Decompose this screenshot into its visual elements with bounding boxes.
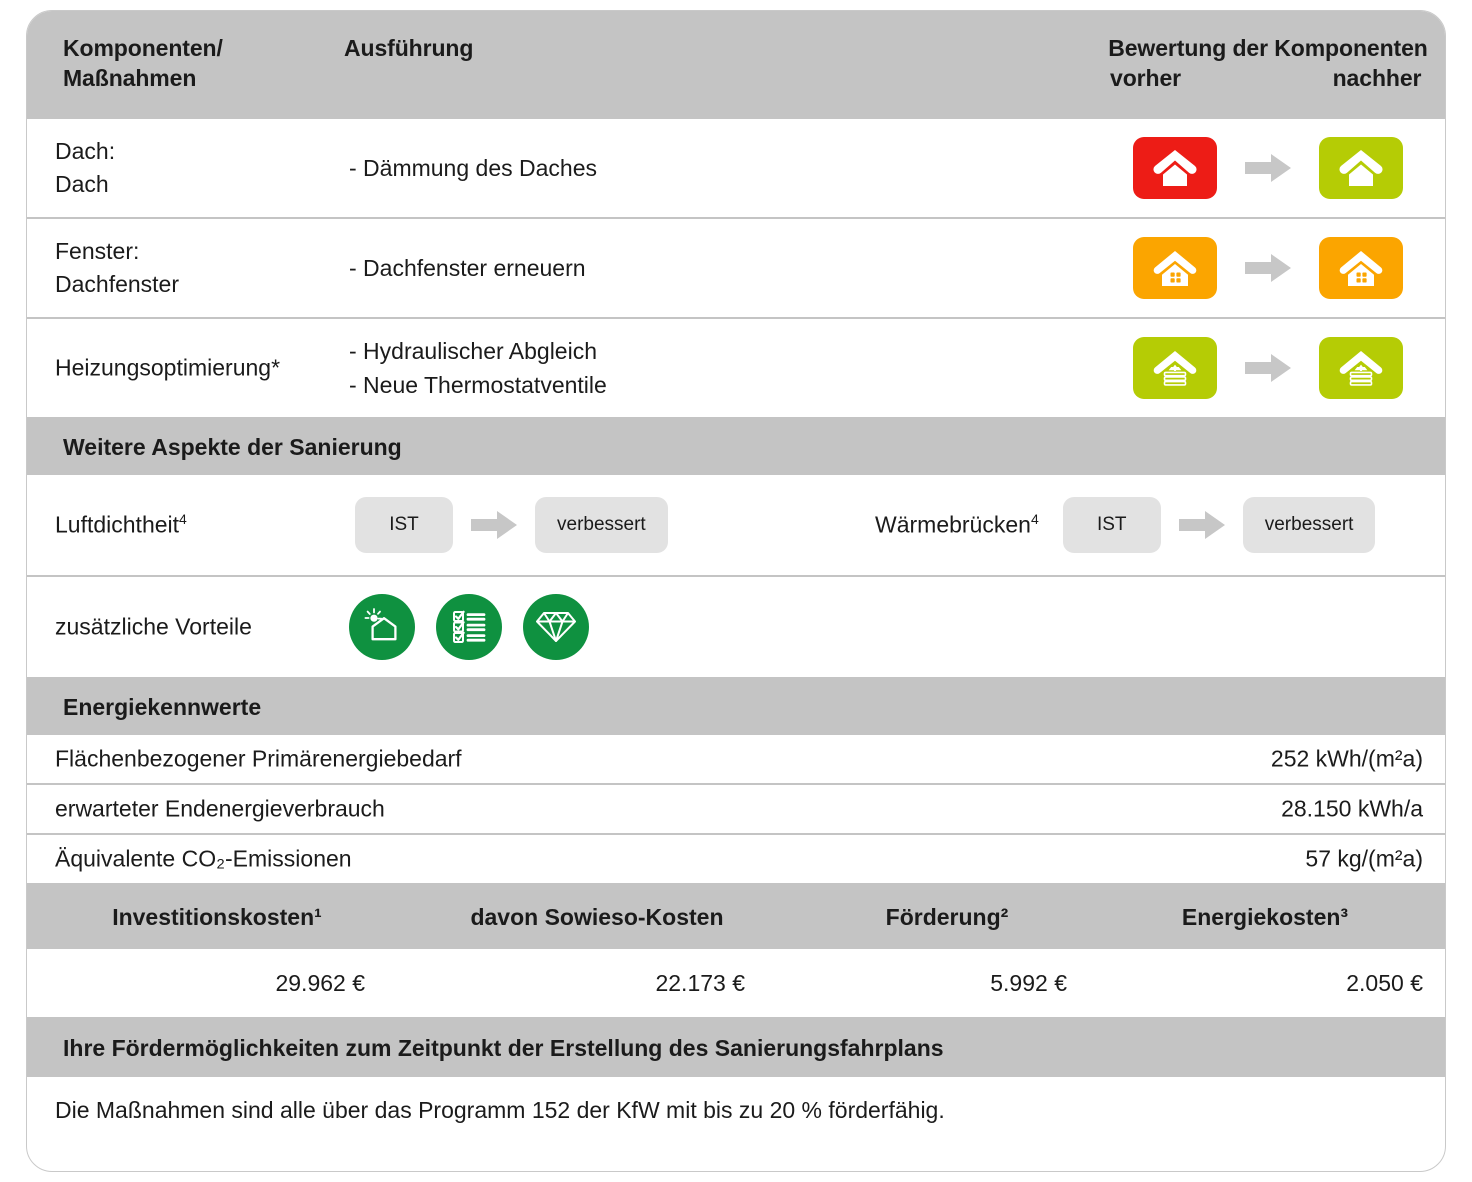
rating-window — [1073, 237, 1446, 299]
heating-icon — [1338, 347, 1384, 389]
measure-row-roof — [27, 119, 1445, 219]
window-house-icon — [1338, 247, 1384, 289]
rating-badge-before-roof — [1133, 137, 1217, 199]
section-bar-energy — [27, 679, 1445, 735]
header-before: vorher — [1110, 65, 1181, 91]
benefits-label: zusätzliche Vorteile — [55, 613, 252, 640]
cost-table-values — [27, 949, 1445, 1019]
aspect-label-text: Luftdichtheit — [55, 511, 180, 538]
energy-row-co2 — [27, 835, 1445, 885]
sun-house-icon — [362, 605, 402, 650]
aspects-row — [27, 475, 1445, 577]
arrow-right-icon — [471, 510, 517, 540]
header-components-line2: Maßnahmen — [63, 65, 197, 91]
cost-header-energy: Energiekosten³ — [1181, 903, 1349, 930]
measure-row-window — [27, 219, 1445, 319]
aspect-pill-after-airtightness: verbessert — [535, 497, 668, 553]
rating-heating — [1073, 337, 1446, 399]
section-title-energy: Energiekennwerte — [63, 693, 262, 720]
component-line1: Dach: — [55, 138, 116, 164]
cost-value-investment: 29.962 € — [275, 969, 365, 996]
section-bar-aspects — [27, 419, 1445, 475]
aspect-pill-before-thermalbridges: IST — [1063, 497, 1161, 553]
section-title-aspects: Weitere Aspekte der Sanierung — [63, 433, 402, 460]
measure-execution-heating — [349, 334, 989, 402]
component-line1: Heizungsoptimierung* — [55, 354, 281, 381]
energy-row-primary — [27, 735, 1445, 785]
funding-note-text: Die Maßnahmen sind alle über das Programm 152 der KfW mit bis zu 20 % förderfähig. — [55, 1096, 945, 1123]
cost-value-anyway: 22.173 € — [655, 969, 745, 996]
execution-line1: - Dämmung des Daches — [349, 155, 597, 181]
cost-header-funding: Förderung² — [885, 903, 1009, 930]
cost-value-funding: 5.992 € — [990, 969, 1067, 996]
energy-value-co2: 57 kg/(m²a) — [1305, 845, 1423, 872]
rating-badge-after-heating — [1319, 337, 1403, 399]
energy-label-final: erwarteter Endenergieverbrauch — [55, 795, 385, 822]
header-components-line1: Komponenten/ — [63, 35, 223, 61]
section-bar-funding — [27, 1019, 1445, 1077]
window-house-icon — [1152, 247, 1198, 289]
arrow-right-icon — [1245, 253, 1291, 283]
benefit-circle-value — [523, 594, 589, 660]
benefits-row — [27, 577, 1445, 679]
rating-badge-before-window — [1133, 237, 1217, 299]
arrow-right-icon — [1245, 153, 1291, 183]
measure-execution-window — [349, 251, 989, 285]
component-line1: Fenster: — [55, 238, 140, 264]
measure-row-heating — [27, 319, 1445, 419]
checklist-icon — [449, 605, 489, 650]
section-title-funding: Ihre Fördermöglichkeiten zum Zeitpunkt der Erstellung des Sanierungsfahrplans — [63, 1034, 944, 1061]
arrow-right-icon — [1245, 353, 1291, 383]
benefit-circle-comfort — [349, 594, 415, 660]
measure-component-window — [55, 235, 355, 301]
aspect-pill-after-thermalbridges: verbessert — [1243, 497, 1376, 553]
aspect-pill-before-airtightness: IST — [355, 497, 453, 553]
cost-header-investment: Investitionskosten¹ — [112, 903, 322, 930]
header-components — [63, 33, 363, 93]
energy-value-final: 28.150 kWh/a — [1281, 795, 1423, 822]
component-line2: Dach — [55, 171, 109, 197]
execution-line1: - Hydraulischer Abgleich — [349, 338, 598, 364]
header-execution: Ausführung — [344, 35, 474, 61]
aspect-airtightness — [55, 497, 668, 553]
energy-label-primary: Flächenbezogener Primärenergiebedarf — [55, 745, 462, 772]
funding-note-row — [27, 1077, 1445, 1143]
benefits-icon-group — [349, 594, 589, 660]
rating-badge-after-window — [1319, 237, 1403, 299]
execution-line2: - Neue Thermostatventile — [349, 372, 607, 398]
measure-component-heating — [55, 352, 355, 385]
rating-roof — [1073, 137, 1446, 199]
cost-value-energy: 2.050 € — [1346, 969, 1423, 996]
diamond-icon — [535, 606, 577, 649]
header-after: nachher — [1332, 65, 1422, 91]
header-rating: Bewertung der Komponenten — [1108, 35, 1428, 61]
benefit-circle-checklist — [436, 594, 502, 660]
arrow-right-icon — [1179, 510, 1225, 540]
execution-line1: - Dachfenster erneuern — [349, 255, 586, 281]
rating-badge-before-heating — [1133, 337, 1217, 399]
roof-icon — [1152, 147, 1198, 189]
cost-table-header — [27, 885, 1445, 949]
aspect-footnote-marker: 4 — [1030, 511, 1039, 528]
aspect-label-thermalbridges — [875, 511, 1039, 539]
table-header — [27, 11, 1445, 119]
energy-label-co2: Äquivalente CO₂-Emissionen — [55, 845, 352, 872]
component-line2: Dachfenster — [55, 271, 180, 297]
report-card — [26, 10, 1446, 1172]
measure-component-roof — [55, 135, 355, 201]
aspect-footnote-marker: 4 — [179, 511, 187, 528]
aspect-thermalbridges — [875, 497, 1375, 553]
measure-execution-roof — [349, 151, 989, 185]
roof-icon — [1338, 147, 1384, 189]
energy-row-final — [27, 785, 1445, 835]
heating-icon — [1152, 347, 1198, 389]
cost-header-anyway: davon Sowieso-Kosten — [470, 903, 724, 930]
aspect-label-airtightness — [55, 511, 355, 539]
rating-badge-after-roof — [1319, 137, 1403, 199]
energy-value-primary: 252 kWh/(m²a) — [1270, 745, 1423, 772]
aspect-label-text: Wärmebrücken — [875, 511, 1031, 538]
